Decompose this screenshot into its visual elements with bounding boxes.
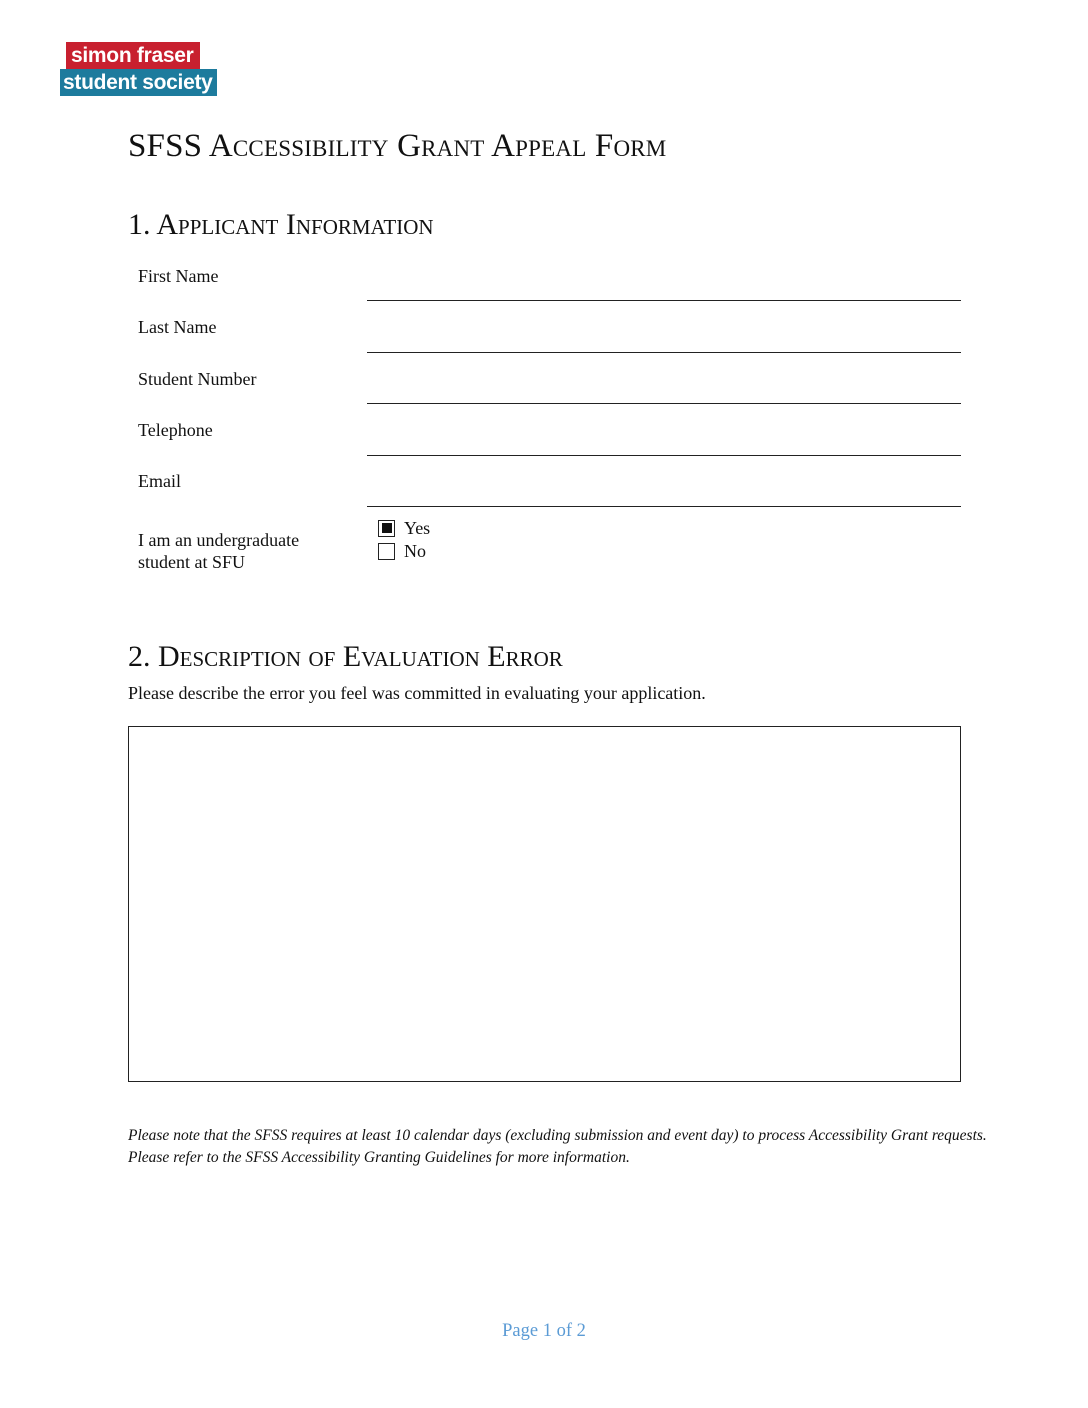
description-text-area[interactable] xyxy=(128,726,961,1082)
section-heading-description-of-evaluation-error: 2. Description of Evaluation Error xyxy=(128,640,563,673)
logo-text-simon-fraser: simon fraser xyxy=(66,42,200,69)
student-number-label: Student Number xyxy=(138,369,257,389)
first-name-label: First Name xyxy=(138,266,219,286)
page-number: Page 1 of 2 xyxy=(502,1321,586,1341)
yes-label: Yes xyxy=(404,517,431,538)
no-label: No xyxy=(404,540,426,561)
undergrad-no-option[interactable] xyxy=(378,541,426,561)
processing-note-line-2: Please refer to the SFSS Accessibility Granting Guidelines for more information. xyxy=(128,1149,630,1166)
processing-note xyxy=(128,1125,987,1169)
email-label: Email xyxy=(138,471,181,491)
last-name-label: Last Name xyxy=(138,317,217,337)
section-heading-applicant-information: 1. Applicant Information xyxy=(128,208,434,241)
undergraduate-question-label: I am an undergraduate student at SFU xyxy=(138,530,300,572)
telephone-label: Telephone xyxy=(138,420,213,440)
telephone-field[interactable] xyxy=(367,455,961,456)
yes-checkbox[interactable] xyxy=(378,520,395,537)
email-field[interactable] xyxy=(367,506,961,507)
form-title: SFSS Accessibility Grant Appeal Form xyxy=(128,128,667,164)
logo-text-student-society: student society xyxy=(60,69,217,96)
sfss-logo xyxy=(60,42,224,96)
no-checkbox[interactable] xyxy=(378,543,395,560)
processing-note-line-1: Please note that the SFSS requires at least 10 calendar days (excluding submission and event day) to process Accessibility Grant requests. xyxy=(128,1127,987,1144)
first-name-field[interactable] xyxy=(367,300,961,301)
undergrad-yes-option[interactable] xyxy=(378,518,430,538)
student-number-field[interactable] xyxy=(367,403,961,404)
last-name-field[interactable] xyxy=(367,352,961,353)
description-instruction: Please describe the error you feel was committed in evaluating your application. xyxy=(128,683,706,703)
